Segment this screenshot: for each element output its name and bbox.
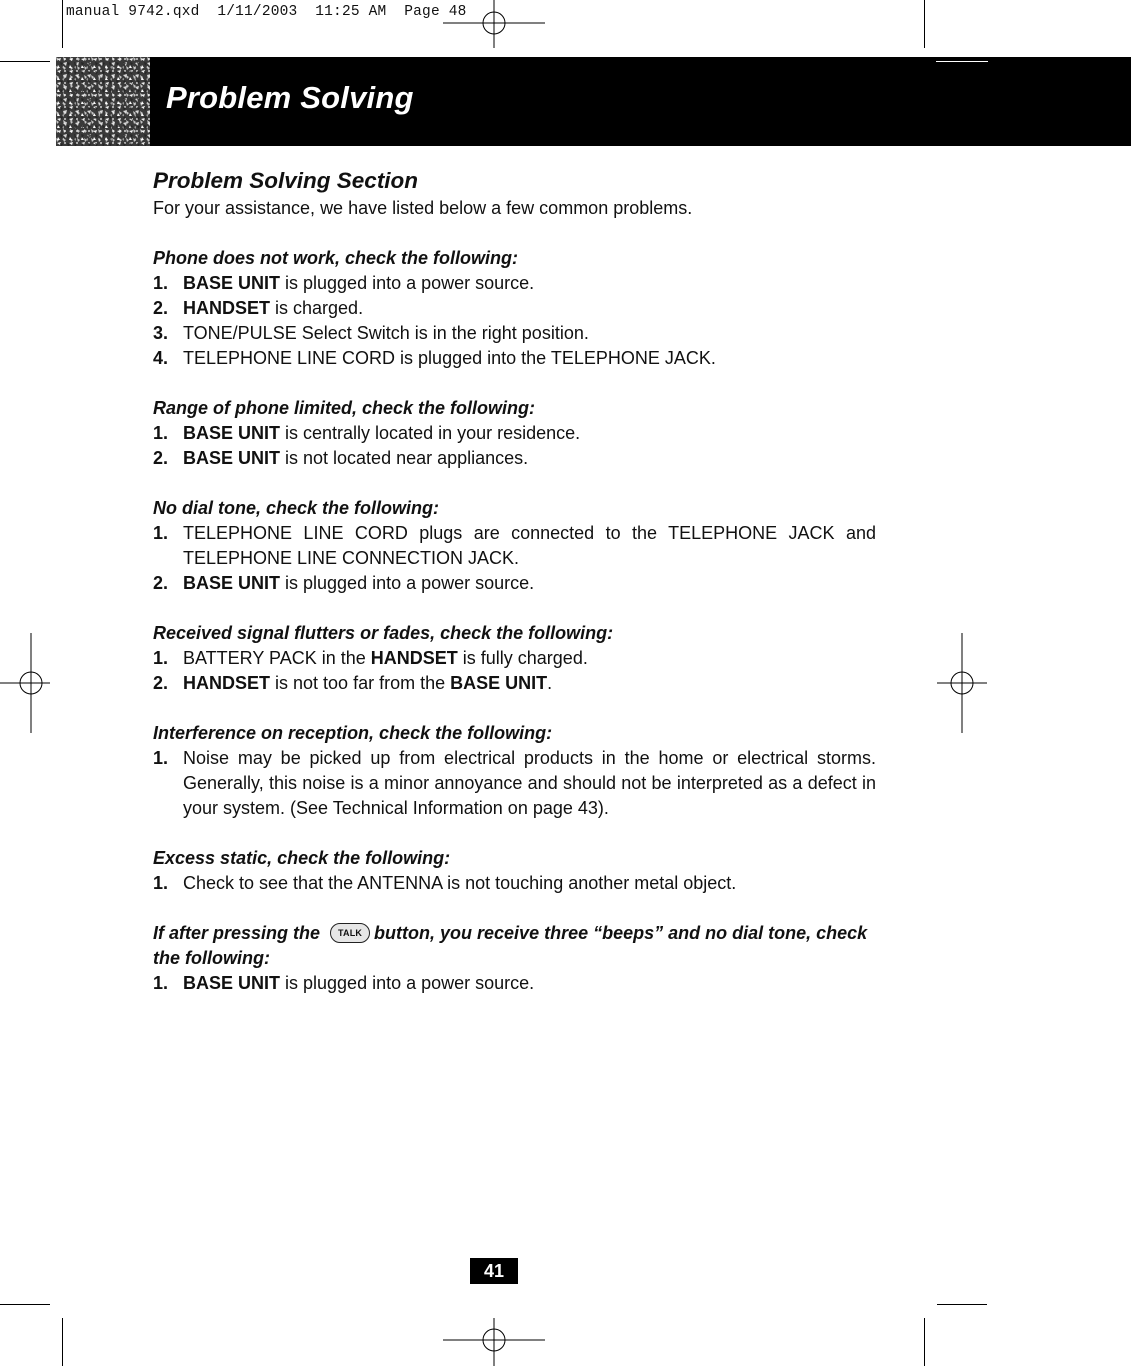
item-text: [183, 648, 588, 668]
item-text-part: is not located near appliances.: [280, 448, 529, 468]
page-number: 41: [470, 1258, 518, 1284]
problem-sections: [153, 246, 876, 896]
item-text: [183, 673, 552, 693]
problem-heading: Phone does not work, check the following:: [153, 248, 519, 268]
talk-button-icon: TALK: [330, 923, 370, 943]
item-emphasis: BASE UNIT: [183, 973, 281, 993]
problem-section: [153, 721, 876, 821]
item-text-part: .: [547, 673, 553, 693]
item-emphasis: BASE UNIT: [183, 448, 281, 468]
list-item: [153, 421, 876, 446]
item-number: 1.: [153, 648, 169, 668]
crop-mark-top-left-h: [0, 61, 50, 62]
list-item: [153, 571, 876, 596]
item-text: [183, 273, 534, 293]
crop-mark-bottom-right-v: [924, 1318, 925, 1366]
crop-mark-bottom-left-v: [62, 1318, 63, 1366]
item-text-part: is plugged into a power source.: [280, 573, 535, 593]
crop-mark-bottom-left-h: [0, 1304, 50, 1305]
problem-section: [153, 246, 876, 371]
problem-section: [153, 496, 876, 596]
talk-heading-before: If after pressing the: [153, 923, 321, 943]
talk-section-items: [153, 971, 876, 996]
item-number: 1.: [153, 973, 169, 993]
problem-heading: Received signal flutters or fades, check the following:: [153, 623, 614, 643]
item-number: 2.: [153, 673, 169, 693]
item-text-part: TELEPHONE LINE CORD is plugged into the TELEPHONE JACK.: [183, 348, 716, 368]
item-text-part: is not too far from the: [270, 673, 451, 693]
list-item: [153, 671, 876, 696]
item-emphasis: BASE UNIT: [183, 273, 281, 293]
item-text: [183, 873, 736, 893]
talk-section: [153, 921, 876, 996]
item-text: [183, 746, 876, 821]
item-number: 3.: [153, 323, 169, 343]
item-text-part: is plugged into a power source.: [280, 973, 535, 993]
item-text-part: TONE/PULSE Select Switch is in the right position.: [183, 323, 589, 343]
list-item: [153, 271, 876, 296]
content: [153, 166, 876, 996]
item-text: [183, 973, 534, 993]
list-item: [153, 971, 876, 996]
item-text-part: Noise may be picked up from electrical products in the home or electrical storms. Generally, this noise is a minor annoyance and should not be interpreted as a defect in your system. (See Technical Information on page 43).: [183, 748, 876, 818]
item-emphasis: HANDSET: [183, 673, 271, 693]
item-text-part: is charged.: [270, 298, 364, 318]
item-emphasis: HANDSET: [370, 648, 458, 668]
item-text-part: is plugged into a power source.: [280, 273, 535, 293]
header-title: Problem Solving: [166, 80, 414, 115]
item-number: 1.: [153, 423, 169, 443]
item-text-part: BATTERY PACK in the: [183, 648, 371, 668]
problem-section: [153, 396, 876, 471]
item-text-part: is centrally located in your residence.: [280, 423, 581, 443]
registration-mark-left: [0, 633, 50, 733]
item-emphasis: BASE UNIT: [450, 673, 548, 693]
registration-mark-bottom: [443, 1318, 545, 1366]
problem-heading: Range of phone limited, check the following:: [153, 398, 536, 418]
list-item: [153, 321, 876, 346]
item-number: 1.: [153, 873, 169, 893]
item-text-part: is fully charged.: [457, 648, 588, 668]
talk-section-heading: [153, 921, 876, 971]
item-text: [183, 298, 363, 318]
section-title: Problem Solving Section: [153, 168, 419, 193]
crop-mark-top-right-v: [924, 0, 925, 48]
crop-mark-top-left-v: [62, 0, 63, 48]
item-text-part: Check to see that the ANTENNA is not touching another metal object.: [183, 873, 737, 893]
list-item: [153, 646, 876, 671]
item-number: 1.: [153, 748, 169, 768]
registration-mark-right: [937, 633, 987, 733]
item-text: [183, 448, 528, 468]
item-text: [183, 348, 716, 368]
item-number: 2.: [153, 448, 169, 468]
item-text: [183, 521, 876, 571]
header-texture-pattern: [56, 57, 150, 146]
item-text: [183, 423, 580, 443]
print-slug: manual 9742.qxd 1/11/2003 11:25 AM Page 48: [66, 4, 467, 20]
list-item: [153, 346, 876, 371]
item-number: 1.: [153, 273, 169, 293]
list-item: [153, 296, 876, 321]
list-item: [153, 871, 876, 896]
item-number: 4.: [153, 348, 169, 368]
talk-heading-after: button, you receive three “beeps” and no dial tone, check the following:: [153, 923, 868, 968]
problem-heading: Excess static, check the following:: [153, 848, 451, 868]
item-emphasis: BASE UNIT: [183, 423, 281, 443]
list-item: [153, 446, 876, 471]
item-number: 2.: [153, 573, 169, 593]
item-text-part: TELEPHONE LINE CORD plugs are connected to the TELEPHONE JACK and TELEPHONE LINE CONNECTION JACK.: [183, 523, 876, 568]
problem-section: [153, 846, 876, 896]
item-number: 1.: [153, 523, 169, 543]
item-text: [183, 573, 534, 593]
item-text: [183, 323, 589, 343]
list-item: [153, 521, 876, 571]
problem-heading: Interference on reception, check the following:: [153, 723, 553, 743]
problem-section: [153, 621, 876, 696]
header-rule: [936, 61, 988, 62]
crop-mark-bottom-right-h: [937, 1304, 987, 1305]
registration-mark-top: [443, 0, 545, 48]
item-emphasis: BASE UNIT: [183, 573, 281, 593]
item-emphasis: HANDSET: [183, 298, 271, 318]
problem-heading: No dial tone, check the following:: [153, 498, 440, 518]
list-item: [153, 746, 876, 821]
item-number: 2.: [153, 298, 169, 318]
intro-text: For your assistance, we have listed below a few common problems.: [153, 198, 693, 218]
